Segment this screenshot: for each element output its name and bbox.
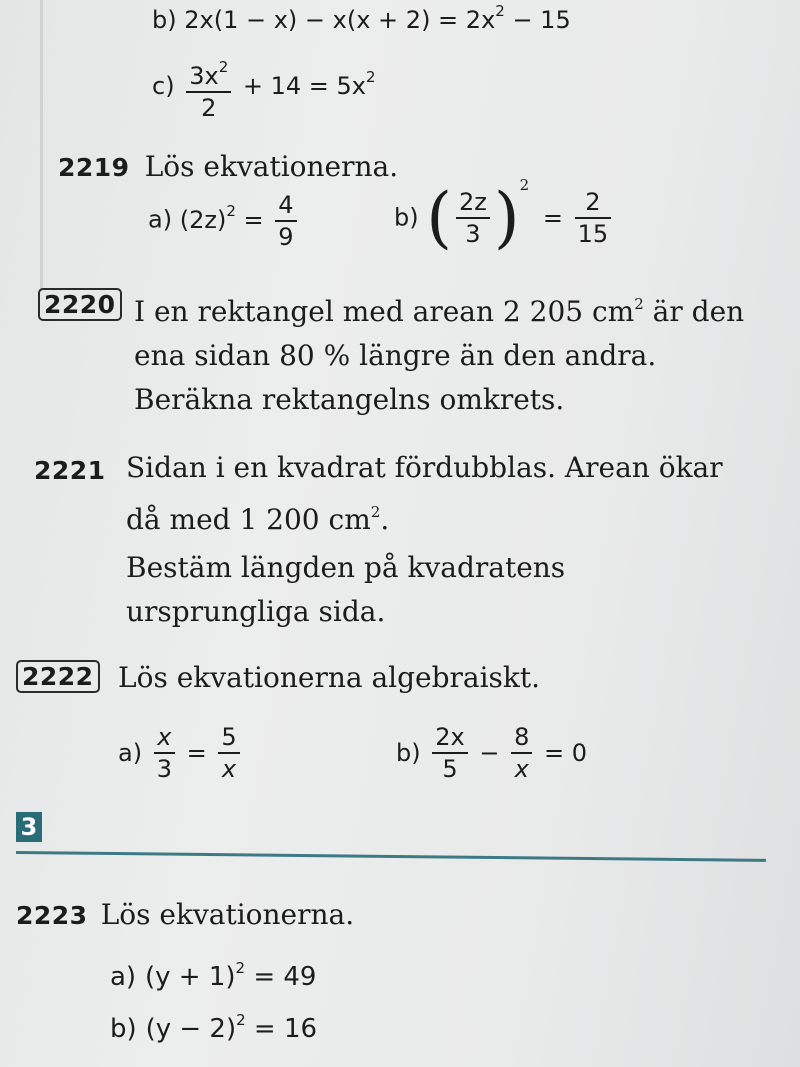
problem-number: 2223: [16, 901, 88, 930]
problem-2219-b: b) ( $\frac{2z}{3}$ )$^2$ = $\frac{2}{15}$: [394, 176, 615, 253]
problem-number: 2220: [38, 288, 122, 321]
problem-number: 2221: [34, 456, 106, 485]
fraction: $\frac{x}{3}$: [154, 722, 175, 784]
fraction: $\frac{3x^2}{2}$: [186, 52, 231, 123]
problem-2220: [38, 290, 122, 319]
fraction: $\frac{8}{x}$: [511, 722, 532, 784]
problem-2223-b: b) $(y - 2)^2 = 16$: [110, 1011, 318, 1044]
problem-2218-c: c) $\frac{3x^2}{2}$ + $14 = 5x^2$: [152, 52, 376, 123]
fraction: $\frac{2z}{3}$: [456, 187, 490, 249]
fraction: $\frac{2}{15}$: [575, 187, 612, 249]
problem-2223-header: [16, 893, 354, 937]
problem-2222-a: a) $\frac{x}{3}$ = $\frac{5}{x}$: [118, 722, 244, 784]
problem-2221-text: Sidan i en kvadrat fördubblas. Arean ökar då med 1 200 $cm^2$. Bestäm längden på kvadratens ursprungliga sida.: [126, 451, 723, 628]
problem-2219-a: a) $(2z)^2$ = $\frac{4}{9}$: [148, 190, 301, 252]
problem-text: Lös ekvationerna.: [144, 150, 399, 183]
equation: $2x(1 - x) - x(x + 2) = 2x^2 - 15$: [184, 2, 571, 34]
fraction: $\frac{5}{x}$: [218, 722, 239, 784]
problem-2221: [34, 456, 106, 485]
problem-number: 2222: [16, 660, 100, 693]
problem-number: 2219: [58, 153, 130, 182]
problem-2223-a: a) $(y + 1)^2 = 49$: [110, 959, 317, 992]
section-divider: [16, 851, 766, 862]
fraction: $\frac{4}{9}$: [275, 190, 296, 252]
problem-text: Lös ekvationerna.: [100, 898, 355, 931]
fraction: $\frac{2x}{5}$: [432, 722, 467, 784]
margin-line: [40, 0, 43, 290]
problem-2219-header: [58, 145, 398, 189]
level-badge: 3: [16, 812, 42, 842]
problem-2222-b: b) $\frac{2x}{5}$ − $\frac{8}{x}$ = 0: [396, 723, 588, 783]
problem-2218-b: b) $2x(1 - x) - x(x + 2) = 2x^2 - 15$: [152, 2, 571, 34]
problem-2220-text: I en rektangel med arean 2 205 $cm^2$ är den ena sidan 80 % längre än den andra. Beräkna rektangelns omkrets.: [134, 295, 745, 416]
problem-2222: [16, 662, 100, 691]
problem-2222-text: Lös ekvationerna algebraiskt.: [118, 661, 541, 694]
